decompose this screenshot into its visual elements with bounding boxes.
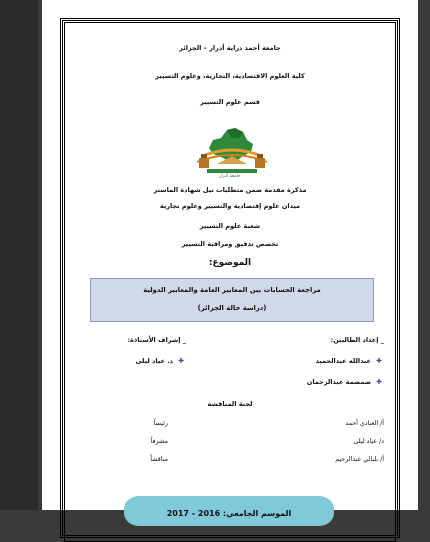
branch-name: شعبة علوم التسيير bbox=[199, 222, 261, 230]
faculty-name: كلية العلوم الاقتصادية، التجارية، وعلوم التسيير bbox=[155, 72, 305, 80]
topic-box bbox=[90, 278, 374, 322]
student-2-name: ضمضمة عبدالرحمان bbox=[306, 378, 371, 386]
supervisor-label: _ إشراف الأستاذة: bbox=[127, 336, 186, 344]
supervisor-name: د. عياد ليلى bbox=[135, 357, 173, 365]
specialty-name: تخصص تدقيق ومراقبة التسيير bbox=[181, 240, 279, 248]
thesis-line-2: ميدان علوم إقتصادية والتسيير وعلوم تجارية bbox=[159, 202, 301, 210]
academic-year-badge bbox=[124, 496, 334, 526]
committee-member-2: د/ عياد ليلى bbox=[353, 438, 384, 445]
committee-role-1: رئيساً bbox=[153, 420, 168, 427]
committee-title: لجنة المناقشة bbox=[207, 400, 253, 408]
university-name: جامعة أحمد دراية أدرار – الجزائر bbox=[179, 44, 281, 52]
document-page bbox=[42, 0, 418, 518]
arrow-bullet-icon: ✚ bbox=[376, 357, 382, 365]
student-2 bbox=[307, 378, 384, 386]
topic-title: مراجعة الحسابات بين المعايير العامة والمعايير الدولية bbox=[143, 286, 321, 294]
student-1 bbox=[316, 357, 384, 365]
arrow-bullet-icon: ✚ bbox=[178, 357, 184, 365]
topic-label: الموضوع: bbox=[208, 258, 252, 268]
thesis-line-1: مذكرة مقدمة ضمن متطلبات نيل شهادة الماستر bbox=[153, 186, 307, 194]
supervisor bbox=[135, 357, 186, 365]
academic-year: الموسم الجامعي: 2016 - 2017 bbox=[166, 509, 292, 518]
viewer-left-margin bbox=[0, 0, 38, 510]
arrow-bullet-icon: ✚ bbox=[376, 378, 382, 386]
committee-member-1: أ/ العبادي أحمد bbox=[345, 420, 384, 427]
topic-subtitle: (دراسة حالة الجزائر) bbox=[197, 304, 267, 312]
committee-member-3: أ/ بلبالي عبدالرحيم bbox=[335, 456, 384, 463]
students-label: _ إعداد الطالبين: bbox=[330, 336, 384, 344]
emblem-caption: جامعة أدرار bbox=[219, 174, 241, 179]
committee-role-3: مناقشاً bbox=[150, 456, 168, 463]
committee-role-2: مشرفاً bbox=[150, 438, 168, 445]
department-name: قسم علوم التسيير bbox=[200, 98, 260, 106]
university-emblem-icon bbox=[187, 118, 277, 176]
student-1-name: عبدالله عبدالحميد bbox=[315, 357, 371, 365]
